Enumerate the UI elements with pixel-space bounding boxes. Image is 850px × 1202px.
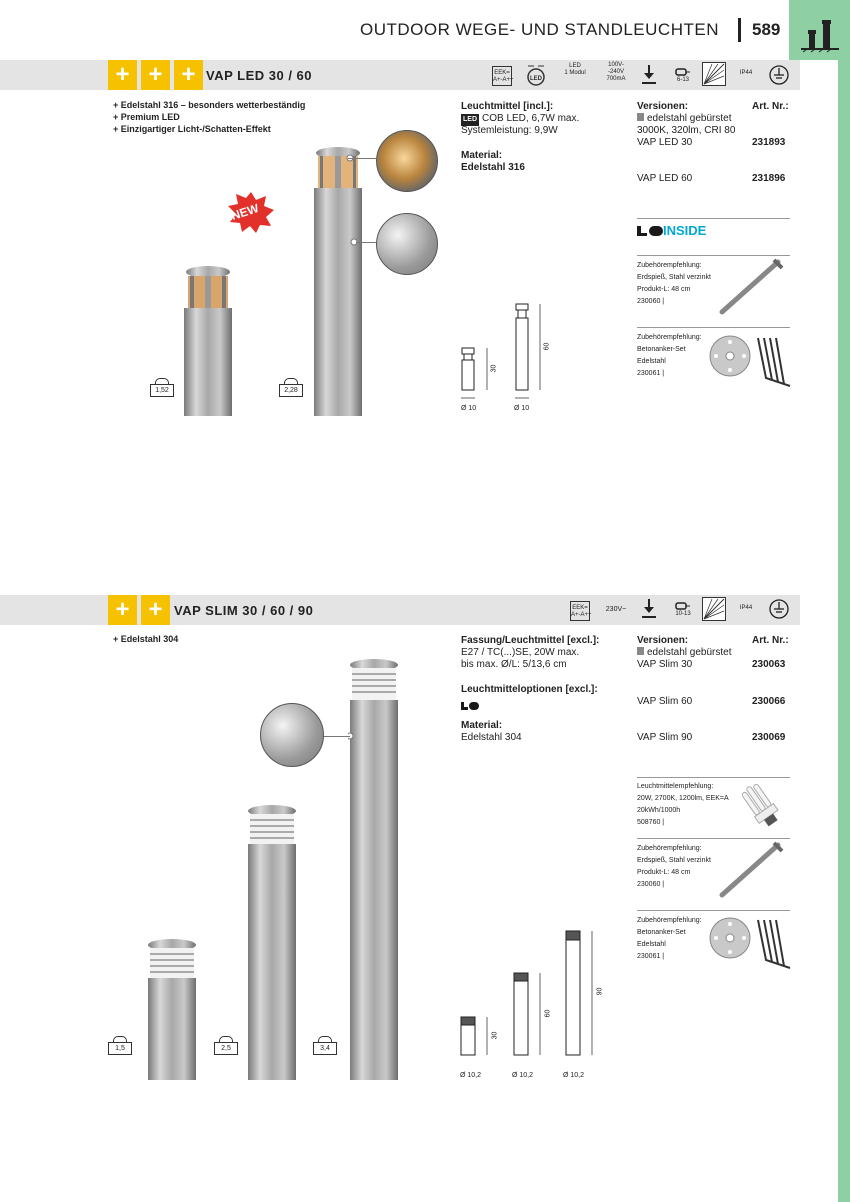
socket-label: Fassung/Leuchtmittel [excl.]: bbox=[461, 635, 600, 646]
artnr-header: Art. Nr.: bbox=[752, 101, 789, 112]
finish-swatch bbox=[637, 113, 644, 121]
dim-height-60: 60 bbox=[543, 342, 551, 351]
protection-class-icon bbox=[768, 64, 790, 91]
driver-icon: 100V- -240V 700mA bbox=[606, 62, 626, 82]
feature-item: + Edelstahl 316 – besonders wetterbeständig bbox=[113, 100, 306, 110]
header-divider bbox=[738, 18, 741, 42]
product-image-vap-led-60 bbox=[306, 142, 370, 425]
finish-swatch bbox=[637, 647, 644, 655]
divider bbox=[637, 218, 790, 219]
feature-item: + Premium LED bbox=[113, 112, 180, 122]
version-name: VAP LED 30 bbox=[637, 137, 693, 148]
feature-item: + Einzigartiger Licht-/Schatten-Effekt bbox=[113, 124, 271, 134]
new-badge: NEW bbox=[226, 190, 276, 239]
energy-class-icon: EEK= A+-A++ bbox=[570, 601, 590, 621]
bulb-recommendation: Leuchtmittelempfehlung: 20W, 2700K, 1200lm, EEK=A 20kWh/1000h 508760 | bbox=[637, 783, 729, 826]
version-artnr: 231896 bbox=[752, 173, 786, 184]
rating-plus-icon: + bbox=[108, 60, 137, 90]
detail-zoom-steel bbox=[376, 213, 438, 275]
lamp-label: Leuchtmittel [incl.]: bbox=[461, 101, 554, 112]
product-image-vap-slim-90 bbox=[348, 656, 404, 1089]
ground-install-icon bbox=[641, 64, 657, 91]
ground-spike-image bbox=[716, 258, 786, 323]
anchor-set-image bbox=[706, 330, 792, 399]
finish-row: edelstahl gebürstet bbox=[637, 113, 732, 125]
side-color-strip bbox=[838, 0, 850, 1202]
energy-class-icon: EEK= A+-A++ bbox=[492, 66, 512, 86]
detail-callout-line bbox=[322, 736, 350, 737]
material-value: Edelstahl 304 bbox=[461, 732, 522, 743]
product2-title: VAP SLIM 30 / 60 / 90 bbox=[174, 603, 314, 618]
version-name: VAP LED 60 bbox=[637, 173, 693, 184]
version-artnr: 230063 bbox=[752, 659, 786, 670]
system-power: Systemleistung: 9,9W bbox=[461, 125, 558, 136]
detail-zoom-light bbox=[376, 130, 438, 192]
socket-value: E27 / TC(...)SE, 20W max. bbox=[461, 647, 580, 658]
dim-diameter: Ø 10,2 bbox=[563, 1072, 585, 1079]
divider bbox=[637, 327, 790, 328]
feature-item: + Edelstahl 304 bbox=[113, 634, 179, 644]
version-artnr: 231893 bbox=[752, 137, 786, 148]
finish-row: edelstahl gebürstet bbox=[637, 647, 732, 659]
spec-row: 3000K, 320lm, CRI 80 bbox=[637, 125, 736, 136]
led-rotate-icon bbox=[525, 62, 547, 93]
product-image-vap-led-30 bbox=[180, 262, 240, 427]
accessory-text: Zubehörempfehlung: Betonanker-Set Edelstahl 230061 | bbox=[637, 334, 702, 377]
divider bbox=[637, 910, 790, 911]
socket-size: bis max. Ø/L: 5/13,6 cm bbox=[461, 659, 567, 670]
artnr-header: Art. Nr.: bbox=[752, 635, 789, 646]
beam-spread-icon bbox=[702, 597, 726, 626]
weight-label: 1,5 bbox=[108, 1042, 132, 1055]
version-name: VAP Slim 60 bbox=[637, 696, 693, 707]
detail-callout-line bbox=[356, 242, 378, 243]
category-tab bbox=[789, 0, 850, 60]
anchor-set-image bbox=[706, 912, 792, 981]
dim-diameter: Ø 10 bbox=[514, 405, 530, 412]
page-title: OUTDOOR WEGE- UND STANDLEUCHTEN bbox=[360, 20, 719, 39]
rating-plus-icon: + bbox=[174, 60, 203, 90]
weight-label: 2,5 bbox=[214, 1042, 238, 1055]
dim-diameter: Ø 10,2 bbox=[512, 1072, 534, 1079]
led-inside-logo: INSIDE bbox=[637, 224, 667, 243]
ground-install-icon bbox=[641, 598, 657, 625]
product1-title: VAP LED 30 / 60 bbox=[206, 68, 313, 83]
ground-spike-image bbox=[716, 841, 786, 906]
material-value: Edelstahl 316 bbox=[461, 162, 525, 173]
dim-height-60: 60 bbox=[544, 1009, 552, 1018]
accessory-text: Zubehörempfehlung: Betonanker-Set Edelstahl 230061 | bbox=[637, 917, 702, 960]
range-label: 10-13 bbox=[675, 611, 691, 617]
range-label: 6-13 bbox=[676, 77, 689, 83]
material-label: Material: bbox=[461, 150, 503, 161]
dim-height-30: 30 bbox=[491, 1031, 499, 1040]
version-name: VAP Slim 30 bbox=[637, 659, 693, 670]
led-module-icon: LED 1 Modul bbox=[564, 63, 586, 76]
version-name: VAP Slim 90 bbox=[637, 732, 693, 743]
version-artnr: 230069 bbox=[752, 732, 786, 743]
versions-header: Versionen: bbox=[637, 635, 689, 646]
lamp-value: LED COB LED, 6,7W max. bbox=[463, 113, 580, 124]
beam-spread-icon bbox=[702, 62, 726, 91]
divider bbox=[637, 255, 790, 256]
rating-plus-icon: + bbox=[141, 595, 170, 625]
accessory-text: Zubehörempfehlung: Erdspieß, Stahl verzinkt Produkt-L: 48 cm 230060 | bbox=[637, 845, 711, 888]
bollard-category-icon bbox=[789, 0, 850, 60]
protection-class-icon bbox=[768, 598, 790, 625]
voltage-label: 230V~ bbox=[605, 606, 627, 613]
led-icon bbox=[461, 697, 479, 715]
feature-list bbox=[113, 633, 178, 645]
weight-label: 3,4 bbox=[313, 1042, 337, 1055]
detail-zoom-steel bbox=[260, 703, 324, 767]
dimension-drawing bbox=[455, 300, 555, 407]
accessory-text: Zubehörempfehlung: Erdspieß, Stahl verzinkt Produkt-L: 48 cm 230060 | bbox=[637, 262, 711, 305]
versions-header: Versionen: bbox=[637, 101, 689, 112]
ip-rating: IP44 bbox=[739, 70, 753, 76]
dim-diameter: Ø 10 bbox=[461, 405, 477, 412]
led-icon: LED bbox=[461, 114, 479, 126]
weight-label: 2,28 bbox=[279, 384, 303, 397]
dimension-drawing bbox=[455, 925, 605, 1062]
lamp-options-label: Leuchtmitteloptionen [excl.]: bbox=[461, 684, 598, 695]
detail-callout-line bbox=[348, 158, 378, 159]
dim-diameter: Ø 10,2 bbox=[460, 1072, 482, 1079]
dim-height-30: 30 bbox=[490, 364, 498, 373]
cfl-bulb-image bbox=[736, 778, 788, 833]
svg-text:LED: LED bbox=[530, 76, 542, 82]
material-label: Material: bbox=[461, 720, 503, 731]
ip-rating: IP44 bbox=[739, 605, 753, 611]
page-number: 589 bbox=[752, 20, 781, 39]
product-image-vap-slim-30 bbox=[144, 938, 200, 1089]
rating-plus-icon: + bbox=[108, 595, 137, 625]
product-image-vap-slim-60 bbox=[246, 804, 302, 1089]
feature-list bbox=[113, 99, 305, 135]
divider bbox=[637, 838, 790, 839]
version-artnr: 230066 bbox=[752, 696, 786, 707]
dim-height-90: 90 bbox=[596, 987, 604, 996]
weight-label: 1,52 bbox=[150, 384, 174, 397]
rating-plus-icon: + bbox=[141, 60, 170, 90]
